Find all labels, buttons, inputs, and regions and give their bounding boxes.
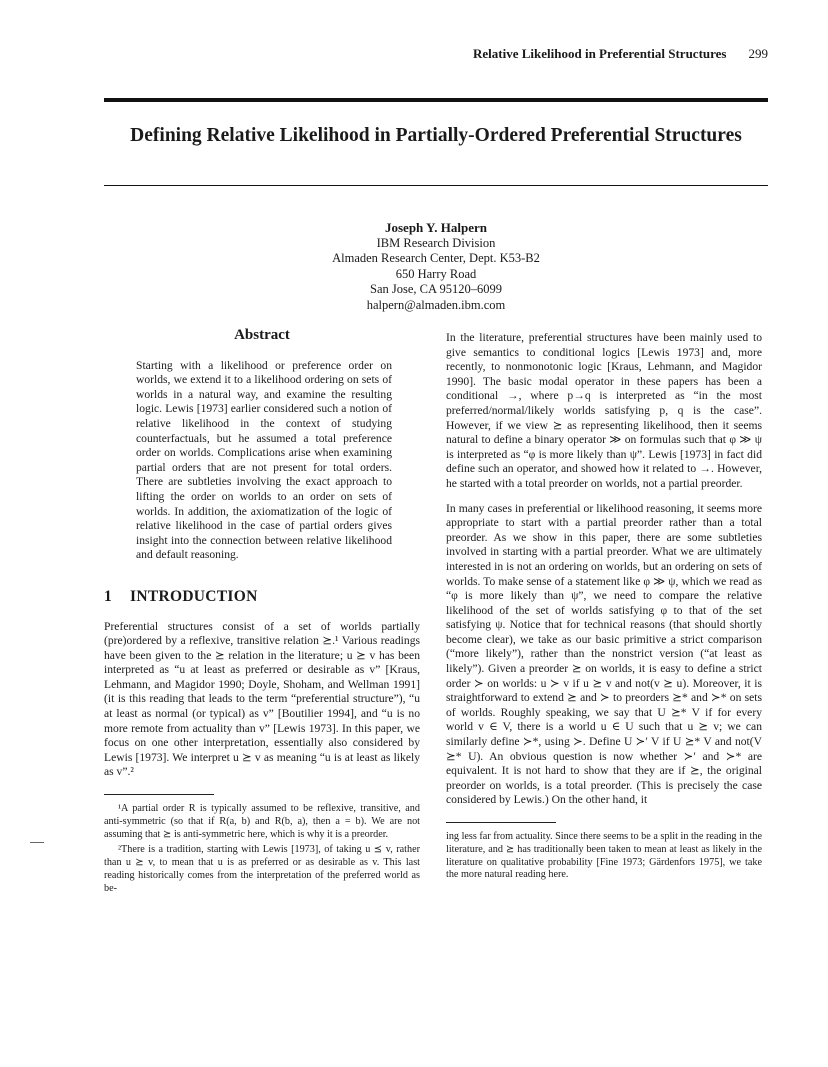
footnote-2: ²There is a tradition, starting with Lewis [1973], of taking u ⪯ v, rather than u ⪰ v, to mean that u is as preferred or as desirable as v. This last reading historically comes from the interpretation of the preferred world as be-: [104, 844, 420, 894]
right-column: [446, 331, 762, 882]
title-rule: [104, 185, 768, 186]
running-head: [0, 46, 768, 62]
affiliation-line: Almaden Research Center, Dept. K53-B2: [332, 251, 540, 265]
section-number: 1: [104, 587, 113, 605]
footnote-rule: [446, 822, 556, 823]
abstract-heading: Abstract: [234, 327, 290, 343]
section-title: INTRODUCTION: [130, 587, 258, 605]
top-rule: [104, 98, 768, 102]
paper-title: Defining Relative Likelihood in Partially-Ordered Preferential Structures: [130, 125, 742, 146]
page-number: 299: [748, 46, 768, 61]
abstract-text: Starting with a likelihood or preference order on worlds, we extend it to a likelihood ordering on sets of worlds in a natural way, and examine the resulting logic. Lewis [1973] earlier considered such a notion of relative likelihood in the context of studying counterfactuals, but he assumed a total preference order on worlds. Complications arise when examining partial orders that are not present for total orders. There are subtleties involving the exact approach to lifting the order on worlds to an order on sets of worlds. In addition, the axiomatization of the logic of relative likelihood in the case of partial orders gives insight into the connection between relative likelihood and default reasoning.: [136, 358, 392, 562]
footnote-rule: [104, 794, 214, 795]
footnote-2-continuation: ing less far from actuality. Since there seems to be a split in the reading in the literature, and ⪰ has traditionally been taken to mean at least as likely in the literature on qualitative probability [Fine 1973; Gärdenfors 1975], we take the more natural reading here.: [446, 831, 762, 881]
affiliation-line: IBM Research Division: [376, 235, 496, 250]
running-head-title: Relative Likelihood in Preferential Structures: [473, 46, 727, 61]
section-heading: [104, 587, 420, 605]
body-paragraph: In the literature, preferential structures have been mainly used to give semantics to conditional logics [Lewis 1973] and, more recently, to nonmonotonic logic [Kraus, Lehmann, and Magidor 1990]. The basic modal operator in these papers has been a conditional →, where p→q is interpreted as “in the most preferred/normal/likely worlds satisfying p, q is the case”. However, if we view ⪰ as representing likelihood, then it seems natural to define a binary operator ≫ on formulas such that φ ≫ ψ is interpreted as “φ is more likely than ψ”. Lewis [1973] in fact did define such an operator, and showed how it related to →. However, he started with a total preorder on worlds, not a partial preorder.: [446, 331, 762, 490]
margin-mark: [30, 842, 44, 843]
affiliation-line: 650 Harry Road: [395, 266, 477, 281]
body-paragraph: In many cases in preferential or likelihood reasoning, it seems more appropriate to start with a partial preorder rather than a total preorder. As we show in this paper, there are some subtleties involved in starting with a partial preorder. What we are ultimately interested in is not an ordering on worlds, but an ordering on sets of worlds. To make sense of a statement like φ ≫ ψ, which we read as “φ is more likely than ψ”, we need to compare the relative likelihood of the set of worlds satisfying φ to that of the set satisfying ψ. Notice that for technical reasons (that should shortly become clear), we take as our basic primitive a strict comparison (“more likely”), rather than the nonstrict version (“at least as likely”). Given a preorder ⪰ on worlds, it is easy to define a strict order ≻ on worlds: u ≻ v if u ⪰ v and not(v ⪰ u). Moreover, it is straightforward to extend ⪰ and ≻ to preorders ⪰* and ≻* on sets of worlds. Roughly speaking, we say that U ⪰* V if for every world v ∈ V, there is a world u ∈ U such that u ⪰ v; we can similarly define ≻*, using ≻. Define U ≻′ V if U ⪰* V and not(V ⪰* U). An obvious question is now whether ≻′ and ≻* are equivalent. It is not hard to show that they are if ⪰, the original preorder on worlds, is a total preorder. (This is precisely the case considered by Lewis.) On the other hand, it: [446, 501, 762, 807]
author-email: halpern@almaden.ibm.com: [366, 297, 506, 312]
left-column: [104, 326, 420, 899]
footnote-1: ¹A partial order R is typically assumed to be reflexive, transitive, and anti-symmetric (so that if R(a, b) and R(b, a), then a = b). We are not assuming that ⪰ is anti-symmetric here, which is why it is a preorder.: [104, 803, 420, 840]
author-name: Joseph Y. Halpern: [385, 220, 487, 235]
affiliation-line: San Jose, CA 95120–6099: [370, 282, 502, 296]
author-block: [104, 220, 768, 313]
intro-paragraph: Preferential structures consist of a set of worlds partially (pre)ordered by a reflexive, transitive relation ⪰.¹ Various readings have been given to the ⪰ relation in the literature; u ⪰ v has been interpreted as “u at least as preferred or desirable as v” [Kraus, Lehmann, and Magidor 1990; Doyle, Shoham, and Wellman 1991] (it is this reading that leads to the term “preferential structure”), “u at least as normal (or typical) as v” [Boutilier 1994], and “u is no more remote from actuality than v” [Lewis 1973]. In this paper, we focus on one other interpretation, essentially also considered by Lewis [1973]. We interpret u ⪰ v as meaning “u is at least as likely as v”.²: [104, 619, 420, 779]
